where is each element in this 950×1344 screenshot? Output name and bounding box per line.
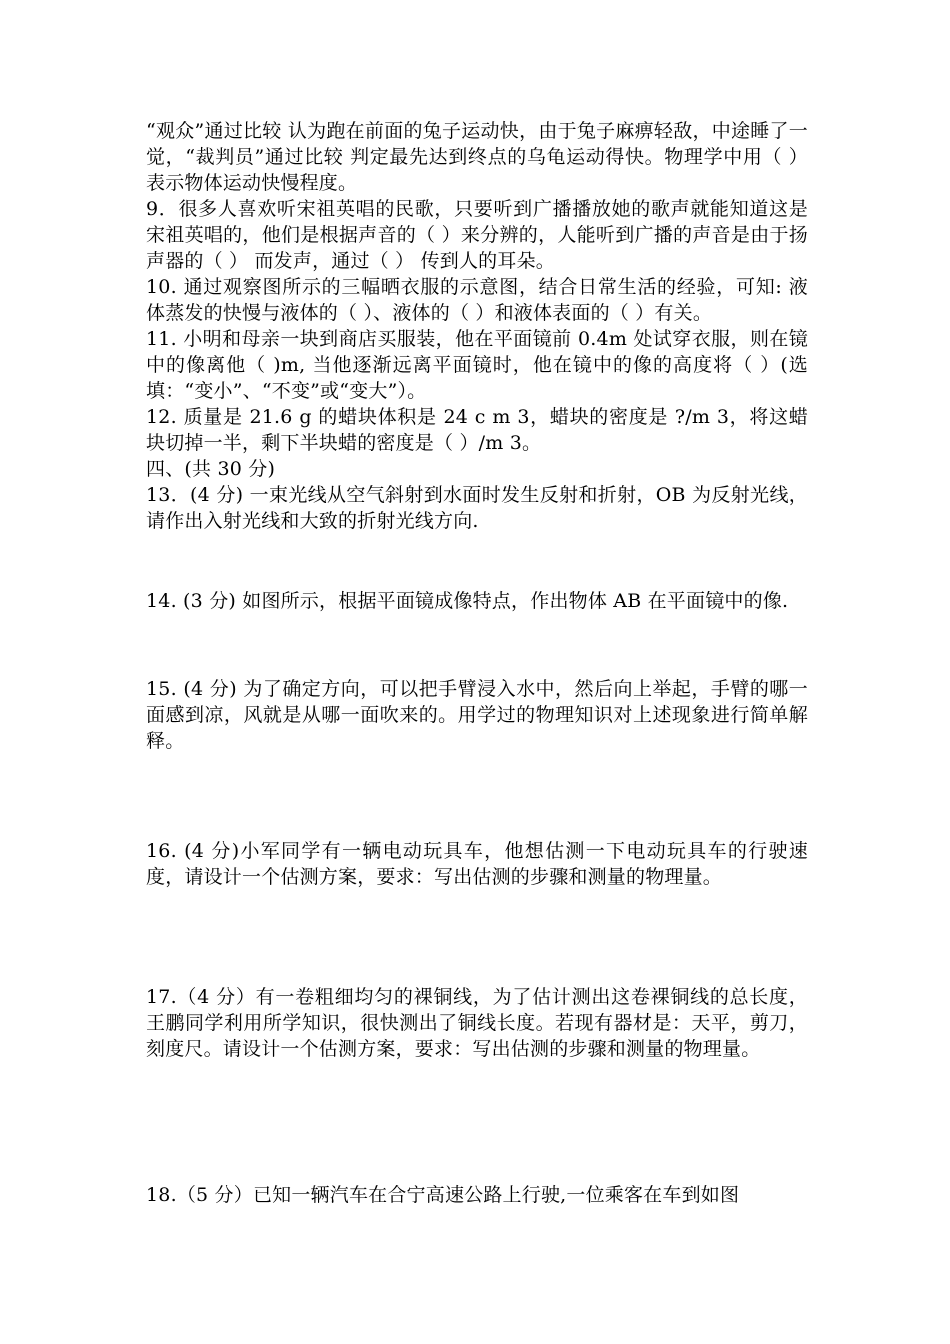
question-13: 13．(4 分) 一束光线从空气斜射到水面时发生反射和折射，OB 为反射光线，请作出入射光线和大致的折射光线方向.: [146, 484, 808, 532]
question-12: 12. 质量是 21.6 g 的蜡块体积是 24 c m 3，蜡块的密度是 ?/m 3，将这蜡块切掉一半，剩下半块蜡的密度是（ ）/m 3。: [146, 406, 808, 454]
answer-space-13: [146, 534, 808, 588]
question-18: 18.（5 分）已知一辆汽车在合宁高速公路上行驶,一位乘客在车到如图: [146, 1184, 740, 1206]
question-15: 15. (4 分) 为了确定方向，可以把手臂浸入水中，然后向上举起，手臂的哪一面感到凉，风就是从哪一面吹来的。用学过的物理知识对上述现象进行简单解释。: [146, 678, 808, 752]
question-17: 17.（4 分）有一卷粗细均匀的裸铜线，为了估计测出这卷裸铜线的总长度，王鹏同学利用所学知识，很快测出了铜线长度。若现有器材是：天平，剪刀，刻度尺。请设计一个估测方案，要求：写出估测的步骤和测量的物理量。: [146, 986, 808, 1060]
answer-space-14: [146, 614, 808, 676]
answer-space-16: [146, 890, 808, 984]
answer-space-15: [146, 754, 808, 838]
question-11: 11. 小明和母亲一块到商店买服装，他在平面镜前 0.4m 处试穿衣服，则在镜中的像离他（ )m, 当他逐渐远离平面镜时，他在镜中的像的高度将（ ）(选填：“变小”、“不变”或“变大”）。: [146, 328, 808, 402]
question-14: 14. (3 分) 如图所示，根据平面镜成像特点，作出物体 AB 在平面镜中的像.: [146, 590, 789, 612]
question-8-continued: “观众”通过比较 认为跑在前面的兔子运动快，由于兔子麻痹轻敌，中途睡了一觉，“裁判员”通过比较 判定最先达到终点的乌龟运动得快。物理学中用（ ）表示物体运动快慢程度。: [146, 120, 808, 194]
question-9: 9．很多人喜欢听宋祖英唱的民歌，只要听到广播播放她的歌声就能知道这是宋祖英唱的，他们是根据声音的（ ）来分辨的，人能听到广播的声音是由于扬声器的（ ） 而发声，通过（ ） 传到人的耳朵。: [146, 198, 808, 272]
question-10: 10. 通过观察图所示的三幅晒衣服的示意图，结合日常生活的经验，可知: 液体蒸发的快慢与液体的（ ）、液体的（ ）和液体表面的（ ）有关。: [146, 276, 808, 324]
answer-space-17: [146, 1062, 808, 1182]
question-16: 16. (4 分)小军同学有一辆电动玩具车，他想估测一下电动玩具车的行驶速度，请设计一个估测方案，要求：写出估测的步骤和测量的物理量。: [146, 840, 808, 888]
section-4-heading: 四、(共 30 分): [146, 458, 276, 480]
document-body: [146, 118, 808, 1208]
